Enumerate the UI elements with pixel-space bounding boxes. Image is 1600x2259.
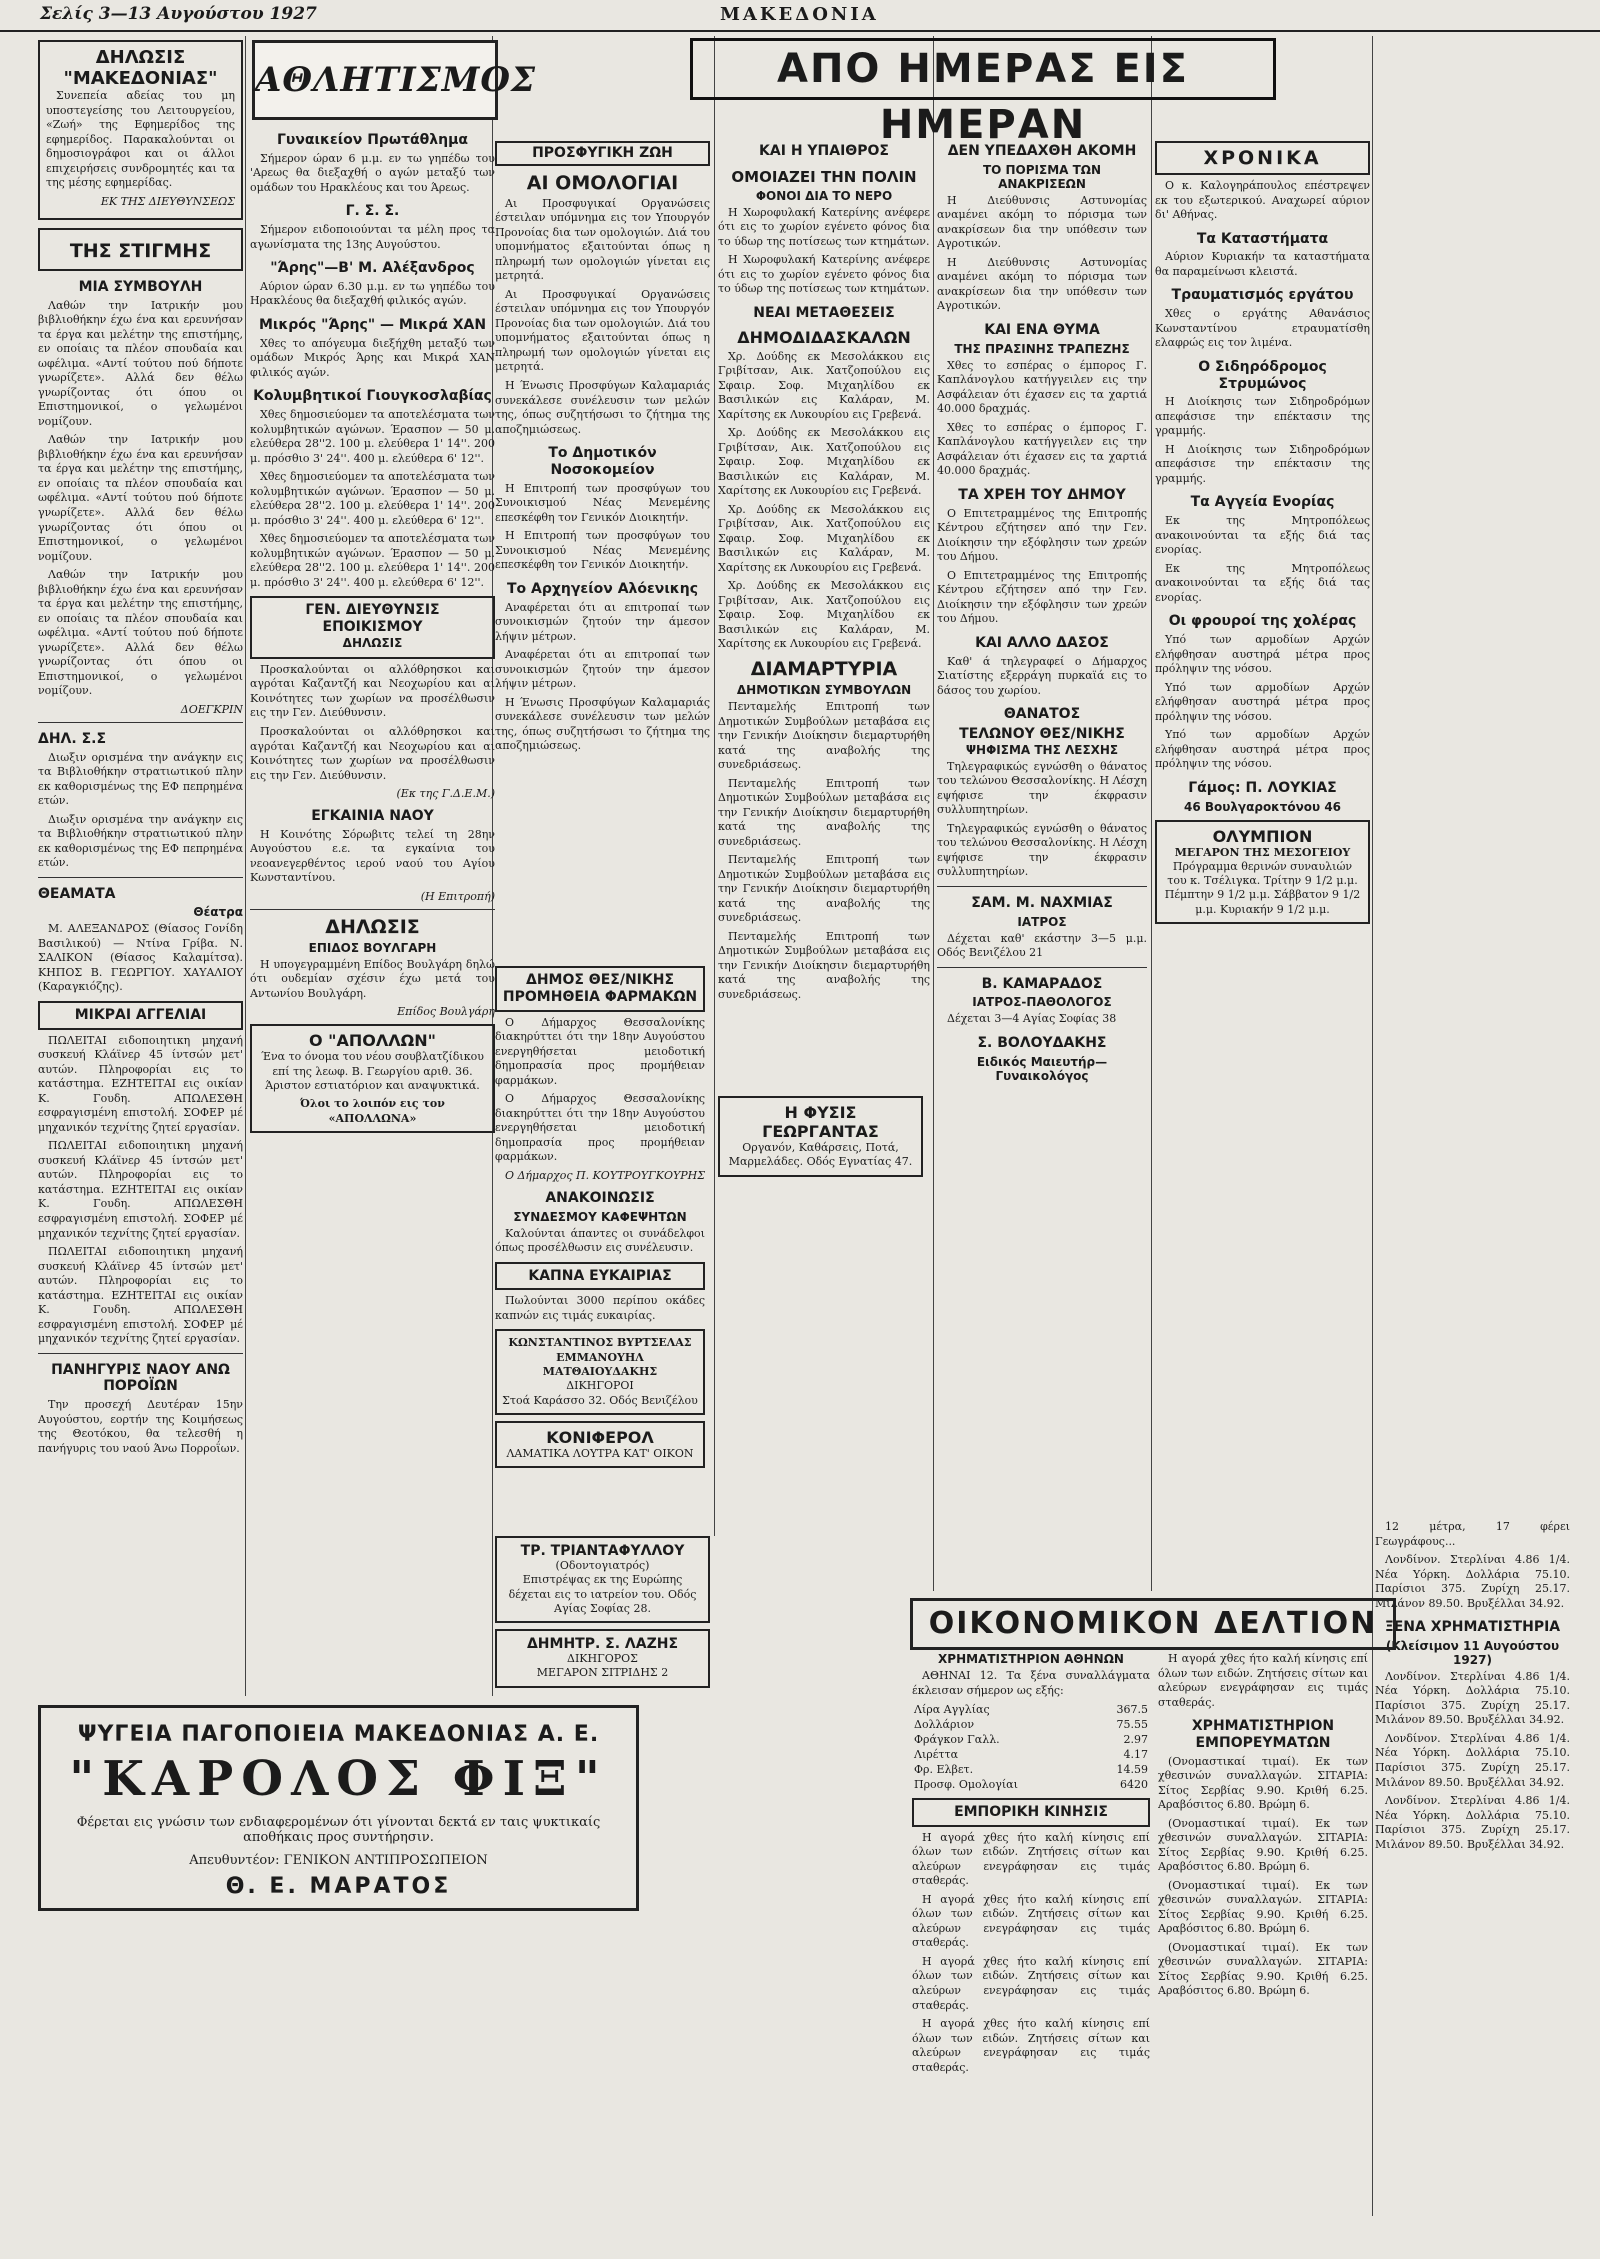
porisma-title: ΔΕΝ ΥΠΕΔΑΧΘΗ ΑΚΟΜΗ: [947, 143, 1137, 159]
xena-title: ΞΕΝΑ ΧΡΗΜΑΤΙΣΤΗΡΙΑ: [1384, 1619, 1561, 1636]
dasos-text: Καθ' ά τηλεγραφεί ο Δήμαρχος Σιατίστης εξερράγη πυρκαϊά εις το δάσος του χωρίου.: [937, 654, 1147, 697]
emporiki-text: Η αγορά χθες ήτο καλή κίνησις επί όλων των ειδών. Ζητήσεις σίτων και αλεύρων ενεγράφησαν εις τιμάς σταθεράς.: [912, 1954, 1150, 2012]
apollon-ad: [250, 1024, 495, 1132]
archigeio-text: Η Ένωσις Προσφύγων Καλαμαριάς συνεκάλεσε συνέλευσιν των μελών της, όπως συζητήσωσι το ζήτημα της αποζημιώσεως.: [495, 695, 710, 753]
gen-signature: (Εκ της Γ.Δ.Ε.Μ.): [396, 787, 495, 801]
rate-row: [912, 1732, 1150, 1747]
farm-title: ΔΗΜΟΣ ΘΕΣ/ΝΙΚΗΣ: [525, 972, 675, 988]
middle-ads: [495, 960, 925, 1530]
metatheseis-title: ΝΕΑΙ ΜΕΤΑΘΕΣΕΙΣ: [753, 304, 895, 321]
middle-left: [495, 960, 705, 1474]
diamartyria-text: Πενταμελής Επιτροπή των Δημοτικών Συμβούλων μεταβάσα εις την Γενικήν Διοίκησιν διεμαρτυρήθη κατά της αναβολής της συνεδριάσεως.: [718, 700, 930, 772]
emporiki-title: ΕΜΠΟΡΙΚΗ ΚΙΝΗΣΙΣ: [954, 1804, 1108, 1821]
middle-right: [718, 1090, 923, 1183]
triantafyllou-text: Επιστρέψας εκ της Ευρώπης δέχεται εις το ιατρείον του. Οδός Αγίας Σοφίας 28.: [508, 1573, 697, 1615]
farm-text: Ο Δήμαρχος Θεσσαλονίκης διακηρύττει ότι την 18ην Αυγούστου ενεργηθήσεται μειοδοτική δημοπρασία προς προμήθειαν φαρμάκων.: [495, 1015, 705, 1087]
metatheseis-text: Χρ. Δούδης εκ Μεσολάκκου εις Γριβίτσαν, Αικ. Χατζοπούλου εις Σφαιρ. Σοφ. Μιχαηλίδου εκ Βασιλικών εις Καλάραν, Μ. Χαρίτσης εκ Λυκουρίου εις Γρεβενά.: [718, 579, 930, 651]
stigmi-text: Λαθών την Ιατρικήν μου βιβλιοθήκην έχω ένα και ερευνήσαν τα έργα και μελέτην της επιστήμης, εν οποίαις τα πλέον σπουδαία και ωφέλιμα. «Αντί τούτου πού δήποτε γνωρίζετε». Αλλά δεν θέλω γνωρίζοντας ότι όπου οι Επιστημονικοί, ο γελωμένοι νομίζουν.: [38, 298, 243, 428]
voloudakis-subtitle: Ειδικός Μαιευτήρ—Γυναικολόγος: [976, 1054, 1108, 1083]
omologiai-text: Αι Προσφυγικαί Οργανώσεις έστειλαν υπόμνημα εις τον Υπουργόν Προνοίας δια των ομολογιών. Διά του υπομνήματος εξαιτούνται όπως η πληρωμή των ομολογιών γίνεται εις μετρητά.: [495, 287, 710, 374]
divider: [937, 967, 1147, 968]
metatheseis-text: Χρ. Δούδης εκ Μεσολάκκου εις Γριβίτσαν, Αικ. Χατζοπούλου εις Σφαιρ. Σοφ. Μιχαηλίδου εκ Βασιλικών εις Καλάραν, Μ. Χαρίτσης εκ Λυκουρίου εις Γρεβενά.: [718, 502, 930, 574]
thyma-subtitle: ΤΗΣ ΠΡΑΣΙΝΗΣ ΤΡΑΠΕΖΗΣ: [954, 341, 1130, 356]
chronika-item: Τα Αγγεία Ενορίας: [1190, 494, 1335, 511]
rate-value: 14.59: [1116, 1763, 1148, 1777]
lazis-text: ΜΕΓΑΡΟΝ ΣΙΤΡΙΔΗΣ 2: [536, 1666, 669, 1680]
apollon-text: Ένα το όνομα του νέου σουβλατζίδικου επί της λεωφ. Β. Γεωργίου αριθ. 36. Άριστον εστιατόριον και αναψυκτικά.: [261, 1050, 484, 1093]
archigeio-title: Το Αρχηγείον Αλόενικης: [506, 580, 699, 597]
stigmi-title: ΤΗΣ ΣΤΙΓΜΗΣ: [69, 239, 212, 262]
icefactory-ad: [38, 1705, 639, 1911]
nachmias-title: ΣΑΜ. Μ. ΝΑΧΜΙΑΣ: [971, 894, 1113, 911]
diamartyria-subtitle: ΔΗΜΟΤΙΚΩΝ ΣΥΜΒΟΥΛΩΝ: [736, 683, 912, 697]
rate-value: 367.5: [1116, 1703, 1148, 1717]
lawyer-text: Στοά Καράσσο 32. Οδός Βενιζέλου: [502, 1393, 698, 1407]
theamata-text: Μ. ΑΛΕΞΑΝΔΡΟΣ (Θίασος Γονίδη Βασιλικού) — Ντίνα Γρίβα. Ν. ΣΑΛΙΚΟΝ (Θίασος Καλαμίτσα). ΚΗΠΟΣ Β. ΓΕΩΡΓΙΟΥ. ΧΑΥΑΛΙΟΥ (Καραγκιόζης).: [38, 922, 243, 994]
ypaithros-text: Η Χωροφυλακή Κατερίνης ανέφερε ότι εις το χωρίον εγένετο φόνος δια το ύδωρ της ποτίσεως των κτημάτων.: [718, 205, 930, 248]
omologiai-title: ΑΙ ΟΜΟΛΟΓΙΑΙ: [526, 171, 679, 194]
kapna-text: Πωλούνται 3000 περίπου οκάδες καπνών εις τιμάς ευκαιρίας.: [495, 1294, 705, 1322]
lazis-title: ΔΗΜΗΤΡ. Σ. ΛΑΖΗΣ: [526, 1636, 679, 1653]
icefactory-text: Φέρεται εις γνώσιν των ενδιαφερομένων ότι γίνονται δεκτά εν ταις ψυκτικαίς αποθήκαις προς συντήρησιν.: [76, 1815, 601, 1845]
sport2-text: Σήμερον ειδοποιούνται τα μέλη προς τα αγωνίσματα της 13ης Αυγούστου.: [250, 223, 495, 251]
ypaithros-kicker: ΦΟΝΟΙ ΔΙΑ ΤΟ ΝΕΡΟ: [755, 188, 893, 203]
dil-text: Η υπογεγραμμένη Επίδος Βουλγάρη δηλώ ότι ουδεμίαν σχέσιν έχω μετά του Αντωνίου Βουλγάρη.: [250, 957, 495, 1000]
gen-title: ΓΕΝ. ΔΙΕΥΘΥΝΣΙΣ ΕΠΟΙΚΙΣΜΟΥ: [305, 602, 440, 636]
chronika-text: Χθες ο εργάτης Αθανάσιος Κωνσταντίνου ετραυματίσθη ελαφρώς εις τον λιμένα.: [1155, 307, 1370, 350]
ypaithros-subtitle: ΟΜΟΙΑΖΕΙ ΤΗΝ ΠΟΛΙΝ: [731, 167, 917, 186]
thanatos-subtitle: ΤΕΛΩΝΟΥ ΘΕΣ/ΝΙΚΗΣ: [959, 725, 1125, 742]
diamartyria-title: ΔΙΑΜΑΡΤΥΡΙΑ: [750, 658, 898, 680]
chronika-text: Η Διοίκησις των Σιδηροδρόμων απεφάσισε την επέκτασιν της γραμμής.: [1155, 442, 1370, 485]
sport5-text: Χθες δημοσιεύομεν τα αποτελέσματα των κολυμβητικών αγώνων. Έρασπον — 50 μ. ελεύθερα 28''2. 100 μ. ελεύθερα 1' 14''. 200 μ. πρόσθιο 3' 24''. 400 μ. ελεύθερα 6' 12''.: [250, 408, 495, 465]
econ-banner: [910, 1598, 1396, 1650]
diamartyria-text: Πενταμελής Επιτροπή των Δημοτικών Συμβούλων μεταβάσα εις την Γενικήν Διοίκησιν διεμαρτυρήθη κατά της αναβολής της συνεδριάσεως.: [718, 853, 930, 925]
koniferol-title: ΚΟΝΙΦΕΡΟΛ: [546, 1427, 654, 1447]
chronika-text: Εκ της Μητροπόλεως ανακοινούνται τα εξής διά τας ενορίας.: [1155, 561, 1370, 604]
column-3: [495, 135, 710, 955]
rate-row: [912, 1747, 1150, 1762]
diamartyria-text: Πενταμελής Επιτροπή των Δημοτικών Συμβούλων μεταβάσα εις την Γενικήν Διοίκησιν διεμαρτυρήθη κατά της αναβολής της συνεδριάσεως.: [718, 929, 930, 1001]
econ-column-2: [1158, 1652, 1368, 2252]
archigeio-text: Αναφέρεται ότι αι επιτροπαί των συνοικισμών ζητούν την άμεσον λήψιν μέτρων.: [495, 648, 710, 691]
lazis-subtitle: ΔΙΚΗΓΟΡΟΣ: [567, 1652, 638, 1666]
panigyris-text: Την προσεχή Δευτέραν 15ην Αυγούστου, εορτήν της Κοιμήσεως της Θεοτόκου, θα τελεσθή η πανήγυρις του ναού Άνω Πορροΐων.: [38, 1398, 243, 1455]
sport1-text: Σήμερον ώραν 6 μ.μ. εν τω γηπέδω του 'Αρεως θα διεξαχθή ο αγών μεταξύ των ομάδων του Ηρακλέους και του Άρεως.: [250, 151, 495, 194]
xena-text: Λονδίνον. Στερλίναι 4.86 1/4. Νέα Υόρκη. Δολλάρια 75.10. Παρίσιοι 375. Ζυρίχη 25.17. Μιλάνον 89.50. Βρυξέλλαι 34.92.: [1375, 1794, 1570, 1851]
emporiki-header: [912, 1798, 1150, 1827]
sport4-title: Μικρός "Άρης" — Μικρά ΧΑΝ: [258, 317, 487, 333]
rate-name: Φράγκον Γαλλ.: [914, 1733, 1000, 1747]
stigmi-text: Λαθών την Ιατρικήν μου βιβλιοθήκην έχω ένα και ερευνήσαν τα έργα και μελέτην της επιστήμης, εν οποίαις τα πλέον σπουδαία και ωφέλιμα. «Αντί τούτου πού δήποτε γνωρίζετε». Αλλά δεν θέλω γνωρίζοντας ότι όπου οι Επιστημονικοί, ο γελωμένοι νομίζουν.: [38, 433, 243, 563]
dasos-title: ΚΑΙ ΑΛΛΟ ΔΑΣΟΣ: [975, 634, 1109, 651]
main-banner-title: ΑΠΟ ΗΜΕΡΑΣ ΕΙΣ ΗΜΕΡΑΝ: [776, 46, 1190, 148]
farm-signature: Ο Δήμαρχος Π. ΚΟΥΤΡΟΥΓΚΟΥΡΗΣ: [504, 1168, 705, 1182]
farm-header: [495, 966, 705, 1012]
column-5: [937, 135, 1147, 1590]
notice-text: Συνεπεία αδείας του μη υποστεγείσης του Λειτουργείου, «Ζωή» της Εφημερίδος της εφημερίδος. Παρακαλούνται οι δημοσιογράφοι και οι άλλοι επιχειρήσεις συνδρομητές και τα της μέσης εφημερίδας.: [46, 89, 235, 190]
chronika-text: Αύριον Κυριακήν τα καταστήματα θα παραμείνωσι κλειστά.: [1155, 250, 1370, 278]
mikrai-title: ΜΙΚΡΑΙ ΑΓΓΕΛΙΑΙ: [74, 1007, 207, 1023]
notice-title: ΔΗΛΩΣΙΣ "ΜΑΚΕΔΟΝΙΑΣ": [63, 47, 218, 89]
egkainia-signature: (Η Επιτροπή): [420, 889, 495, 903]
archigeio-text: Αναφέρεται ότι αι επιτροπαί των συνοικισμών ζητούν την άμεσον λήψιν μέτρων.: [495, 600, 710, 643]
notice-box: [38, 40, 243, 220]
emporeumata-text: (Ονομαστικαί τιμαί). Εκ των χθεσινών συναλλαγών. ΣΙΤΑΡΙΑ: Σίτος Σερβίας 9.90. Κριθή 6.25. Αραβόσιτος 6.80. Βρώμη 6.: [1158, 1816, 1368, 1874]
emporeumata-text: (Ονομαστικαί τιμαί). Εκ των χθεσινών συναλλαγών. ΣΙΤΑΡΙΑ: Σίτος Σερβίας 9.90. Κριθή 6.25. Αραβόσιτος 6.80. Βρώμη 6.: [1158, 1940, 1368, 1998]
porisma-subtitle: ΤΟ ΠΟΡΙΣΜΑ ΤΩΝ ΑΝΑΚΡΙΣΕΩΝ: [982, 162, 1102, 191]
icefactory-contact: Απευθυντέον: ΓΕΝΙΚΟΝ ΑΝΤΙΠΡΟΣΩΠΕΙΟΝ: [189, 1853, 488, 1868]
omologiai-text: Η Ένωσις Προσφύγων Καλαμαριάς συνεκάλεσε συνέλευσιν των μελών της, όπως συζητήσωσι το ζήτημα της αποζημιώσεως.: [495, 378, 710, 436]
sport3-text: Αύριον ώραν 6.30 μ.μ. εν τω γηπέδω του Ηρακλέους θα διεξαχθή φιλικός αγών.: [250, 279, 495, 308]
rate-value: 4.17: [1123, 1748, 1148, 1762]
sport4-text: Χθες το απόγευμα διεξήχθη μεταξύ των ομάδων Μικρός Άρης και Μικρά ΧΑΝ φιλικός αγών.: [250, 336, 495, 379]
emporiki-text: Η αγορά χθες ήτο καλή κίνησις επί όλων των ειδών. Ζητήσεις σίτων και αλεύρων ενεγράφησαν εις τιμάς σταθεράς.: [912, 1830, 1150, 1888]
chronika-text: Υπό των αρμοδίων Αρχών ελήφθησαν αυστηρά μέτρα προς πρόληψιν της νόσου.: [1155, 728, 1370, 771]
chrei-text: Ο Επιτετραμμένος της Επιτροπής Κέντρου εζήτησεν από την Γεν. Διοίκησιν την εξόφλησιν των χρεών του Δήμου.: [937, 568, 1147, 626]
column-1: [38, 36, 243, 1696]
ypaithros-text: Η Χωροφυλακή Κατερίνης ανέφερε ότι εις το χωρίον εγένετο φόνος δια το ύδωρ της ποτίσεως των κτημάτων.: [718, 253, 930, 296]
kaf-subtitle: ΣΥΝΔΕΣΜΟΥ ΚΑΦΕΨΗΤΩΝ: [513, 1209, 687, 1224]
metatheseis-text: Χρ. Δούδης εκ Μεσολάκκου εις Γριβίτσαν, Αικ. Χατζοπούλου εις Σφαιρ. Σοφ. Μιχαηλίδου εκ Βασιλικών εις Καλάραν, Μ. Χαρίτσης εκ Λυκουρίου εις Γρεβενά.: [718, 426, 930, 498]
koniferol-subtitle: ΛΑΜΑΤΙΚΑ ΛΟΥΤΡΑ ΚΑΤ' ΟΙΚΟΝ: [506, 1446, 694, 1460]
divider: [38, 722, 243, 723]
xena-text: Λονδίνον. Στερλίναι 4.86 1/4. Νέα Υόρκη. Δολλάρια 75.10. Παρίσιοι 375. Ζυρίχη 25.17. Μιλάνον 89.50. Βρυξέλλαι 34.92.: [1375, 1669, 1570, 1727]
stigmi-subtitle: ΜΙΑ ΣΥΜΒΟΥΛΗ: [78, 278, 203, 295]
dias-text: Διωξιν ορισμένα την ανάγκην εις τα Βιβλιοθήκην στρατιωτικού πλην εκ καθορισμένως της ΕΦ πεπρημένα ετών.: [38, 812, 243, 870]
sport2-title: Γ. Σ. Σ.: [345, 203, 400, 220]
nachmias-subtitle: ΙΑΤΡΟΣ: [1017, 914, 1067, 929]
panigyris-title: ΠΑΝΗΓΥΡΙΣ ΝΑΟΥ ΑΝΩ ΠΟΡΟΪΩΝ: [51, 1361, 230, 1395]
kaf-text: Καλούνται άπαντες οι συνάδελφοι όπως προσέλθωσιν εις συνέλευσιν.: [495, 1226, 705, 1255]
fysis-subtitle: ΓΕΩΡΓΑΝΤΑΣ: [762, 1122, 879, 1141]
column-rule: [1151, 36, 1152, 1591]
farm-text: Ο Δήμαρχος Θεσσαλονίκης διακηρύττει ότι την 18ην Αυγούστου ενεργηθήσεται μειοδοτική δημοπρασία προς προμήθειαν φαρμάκων.: [495, 1092, 705, 1164]
lawyer-title: ΚΩΝΣΤΑΝΤΙΝΟΣ ΒΥΡΤΣΕΛΑΣ ΕΜΜΑΝΟΥΗΛ ΜΑΤΘΑΙΟΥΔΑΚΗΣ: [508, 1336, 692, 1378]
chronika-text: Ο κ. Καλογηράπουλος επέστρεψεν εκ του εξωτερικού. Αναχωρεί αύριον δι' Αθήνας.: [1155, 179, 1370, 222]
rate-value: 75.55: [1116, 1718, 1148, 1732]
rate-value: 2.97: [1123, 1733, 1148, 1747]
chronika-item: Οι φρουροί της χολέρας: [1168, 613, 1357, 630]
egkainia-text: Η Κοινότης Σόρωβιτς τελεί τη 28ην Αυγούστου ε.ε. τα εγκαίνια του νεοανεγερθέντος ιερού ναού του Αγίου Κωνσταντίνου.: [250, 827, 495, 885]
econ-column-1: [912, 1652, 1150, 2252]
thyma-title: ΚΑΙ ΕΝΑ ΘΥΜΑ: [984, 321, 1100, 338]
mikrai-text: ΠΩΛΕΙΤΑΙ ειδοποιητικη μηχανή συσκευή Κλάϊνερ 45 ίντσών μετ' αυτών. Πληροφορίαι εις το κατάστημα. ΕΖΗΤΕΙΤΑΙ εις οικίαν Κ. Γουδη. ΑΠΩΛΕΣΘΗ εσφραγισμένη επιστολή. ΣΟΦΕΡ μέ μηχανικόν τεχνίτης ζητεί εργασίαν.: [38, 1245, 243, 1346]
sport-banner: [252, 40, 537, 120]
icefactory-title: ΨΥΓΕΙΑ ΠΑΓΟΠΟΙΕΙΑ ΜΑΚΕΔΟΝΙΑΣ Α. Ε.: [77, 1722, 600, 1747]
chrei-title: ΤΑ ΧΡΕΗ ΤΟΥ ΔΗΜΟΥ: [958, 486, 1126, 503]
prosfygiki-title: ΠΡΟΣΦΥΓΙΚΗ ΖΩΗ: [532, 145, 673, 161]
xena-subtitle: (Κλείσιμον 11 Αυγούστου 1927): [1385, 1638, 1560, 1667]
kapna-title: ΚΑΠΝΑ ΕΥΚΑΙΡΙΑΣ: [528, 1267, 672, 1284]
c7-text: 12 μέτρα, 17 φέρει Γεωγράφους...: [1375, 1520, 1570, 1548]
omologiai-text: Αι Προσφυγικαί Οργανώσεις έστειλαν υπόμνημα εις τον Υπουργόν Προνοίας δια των ομολογιών. Διά του υπομνήματος εξαιτούνται όπως η πληρωμή των ομολογιών γίνεται εις μετρητά.: [495, 196, 710, 283]
emporiki-text: Η αγορά χθες ήτο καλή κίνησις επί όλων των ειδών. Ζητήσεις σίτων και αλεύρων ενεγράφησαν εις τιμάς σταθεράς.: [912, 1892, 1150, 1950]
kapna-header: [495, 1262, 705, 1291]
thanatos-title: ΘΑΝΑΤΟΣ: [1003, 706, 1081, 723]
divider: [937, 886, 1147, 887]
xena-text: Λονδίνον. Στερλίναι 4.86 1/4. Νέα Υόρκη. Δολλάρια 75.10. Παρίσιοι 375. Ζυρίχη 25.17. Μιλάνον 89.50. Βρυξέλλαι 34.92.: [1375, 1731, 1570, 1789]
athens-exchange-text: ΑΘΗΝΑΙ 12. Τα ξένα συναλλάγματα έκλεισαν σήμερον ως εξής:: [912, 1669, 1150, 1697]
nachmias-text: Δέχεται καθ' εκάστην 3—5 μ.μ. Οδός Βενιζέλου 21: [937, 931, 1147, 960]
stigmi-signature: ΔΟΕΓΚΡΙΝ: [180, 702, 243, 716]
notice-signature: ΕΚ ΤΗΣ ΔΙΕΥΘΥΝΣΕΩΣ: [100, 194, 235, 208]
thyma-text: Χθες το εσπέρας ο έμπορος Γ. Καπλάνογλου κατήγγειλεν εις την Ασφάλειαν ότι έχασεν εις τα χαρτιά 40.000 δραχμάς.: [937, 420, 1147, 478]
triantafyllou-ad: [495, 1536, 710, 1623]
emporiki-text: Η αγορά χθες ήτο καλή κίνησις επί όλων των ειδών. Ζητήσεις σίτων και αλεύρων ενεγράφησαν εις τιμάς σταθεράς.: [1158, 1652, 1368, 1709]
prosfygiki-header: [495, 141, 710, 166]
stigmi-header: [38, 228, 243, 271]
gen-text: Προσκαλούνται οι αλλόθρησκοι και αγρόται Καζαντζή και Νεοχωρίου και αι Κοινότητες των χωρίων να προσέλθωσιν εις την Γεν. Διεύθυνσιν.: [250, 662, 495, 720]
thyma-text: Χθες το εσπέρας ο έμπορος Γ. Καπλάνογλου κατήγγειλεν εις την Ασφάλειαν ότι έχασεν εις τα χαρτιά 40.000 δραχμάς.: [937, 358, 1147, 416]
lazis-ad: [495, 1629, 710, 1688]
loukias-title: Γάμος: Π. ΛΟΥΚΙΑΣ: [1188, 779, 1337, 796]
fysis-title: Η ΦΥΣΙΣ: [784, 1103, 857, 1122]
fysis-text: Οργανόν, Καθάρσεις, Ποτά, Μαρμελάδες. Οδός Εγνατίας 47.: [728, 1141, 913, 1169]
icefactory-brand: "ΚΑΡΟΛΟΣ ΦΙΞ": [69, 1751, 608, 1807]
sport1-title: Γυναικείον Πρωτάθλημα: [276, 132, 469, 148]
column-rule: [933, 36, 934, 1591]
olympion-ad: [1155, 820, 1370, 924]
chronika-item: Ο Σιδηρόδρομος Στρυμώνος: [1198, 358, 1327, 392]
dil-signature: Επίδος Βουλγάρη: [397, 1005, 495, 1019]
chronika-text: Υπό των αρμοδίων Αρχών ελήφθησαν αυστηρά μέτρα προς πρόληψιν της νόσου.: [1155, 633, 1370, 676]
rate-name: Προσφ. Ομολογίαι: [914, 1778, 1018, 1792]
nosokomeio-title: Το Δημοτικόν Νοσοκομείον: [548, 445, 657, 478]
dias-title: ΔΗΛ. Σ.Σ: [38, 730, 107, 747]
chronika-item: Τα Καταστήματα: [1196, 230, 1329, 247]
rate-row: [912, 1717, 1150, 1732]
chronika-item: Τραυματισμός εργάτου: [1171, 287, 1354, 304]
column-6: [1155, 135, 1370, 1590]
metatheseis-subtitle: ΔΗΜΟΔΙΔΑΣΚΑΛΩΝ: [737, 327, 911, 347]
gen-header: [250, 596, 495, 659]
column-7: [1375, 1520, 1570, 2250]
porisma-text: Η Διεύθυνσις Αστυνομίας αναμένει ακόμη το πόρισμα των ανακρίσεων δια την υπόθεσιν των Αγροτικών.: [937, 255, 1147, 313]
theamata-title: ΘΕΑΜΑΤΑ: [38, 885, 116, 902]
athens-exchange-title: ΧΡΗΜΑΤΙΣΤΗΡΙΟΝ ΑΘΗΝΩΝ: [938, 1652, 1124, 1666]
rate-row: [912, 1777, 1150, 1792]
fysis-ad: [718, 1096, 923, 1177]
rate-name: Λιρέττα: [914, 1748, 959, 1762]
farm-subtitle: ΠΡΟΜΗΘΕΙΑ ΦΑΡΜΑΚΩΝ: [502, 988, 698, 1005]
econ-banner-title: ΟΙΚΟΝΟΜΙΚΟΝ ΔΕΛΤΙΟΝ: [928, 1606, 1378, 1641]
thanatos-text: Τηλεγραφικώς εγνώσθη ο θάνατος του τελώνου Θεσσαλονίκης. Η Λέσχη εψήφισε την έκφρασιν συλλυπητηρίων.: [937, 759, 1147, 817]
sport-banner-title: ΑΘΛΗΤΙΣΜΟΣ: [255, 60, 537, 100]
dil-subtitle: ΕΠΙΔΟΣ ΒΟΥΛΓΑΡΗ: [308, 940, 437, 955]
voloudakis-title: Σ. ΒΟΛΟΥΔΑΚΗΣ: [977, 1034, 1107, 1051]
sport5-title: Κολυμβητικοί Γιουγκοσλαβίας: [253, 388, 492, 405]
triantafyllou-title: ΤΡ. ΤΡΙΑΝΤΑΦΥΛΛΟΥ: [520, 1543, 685, 1559]
column-rule: [1372, 36, 1373, 2216]
divider: [38, 877, 243, 878]
apollon-signature: Όλοι το λοιπόν εις τον «ΑΠΟΛΛΩΝΑ»: [300, 1097, 445, 1125]
emporiki-text: Η αγορά χθες ήτο καλή κίνησις επί όλων των ειδών. Ζητήσεις σίτων και αλεύρων ενεγράφησαν εις τιμάς σταθεράς.: [912, 2017, 1150, 2074]
divider: [250, 909, 495, 910]
thanatos-text: Τηλεγραφικώς εγνώσθη ο θάνατος του τελώνου Θεσσαλονίκης. Η Λέσχη εψήφισε την έκφρασιν συλλυπητηρίων.: [937, 821, 1147, 879]
emporeumata-text: (Ονομαστικαί τιμαί). Εκ των χθεσινών συναλλαγών. ΣΙΤΑΡΙΑ: Σίτος Σερβίας 9.90. Κριθή 6.25. Αραβόσιτος 6.80. Βρώμη 6.: [1158, 1878, 1368, 1936]
loukias-subtitle: 46 Βουλγαροκτόνου 46: [1183, 799, 1342, 814]
page-date: Σελίς 3—13 Αυγούστου 1927: [40, 4, 317, 24]
sport5-text: Χθες δημοσιεύομεν τα αποτελέσματα των κολυμβητικών αγώνων. Έρασπον — 50 μ. ελεύθερα 28''2. 100 μ. ελεύθερα 1' 14''. 200 μ. πρόσθιο 3' 24''. 400 μ. ελεύθερα 6' 12''.: [250, 532, 495, 589]
metatheseis-text: Χρ. Δούδης εκ Μεσολάκκου εις Γριβίτσαν, Αικ. Χατζοπούλου εις Σφαιρ. Σοφ. Μιχαηλίδου εκ Βασιλικών εις Καλάραν, Μ. Χαρίτσης εκ Λυκουρίου εις Γρεβενά.: [718, 349, 930, 421]
rate-row: [912, 1762, 1150, 1777]
newspaper-title: ΜΑΚΕΔΟΝΙΑ: [720, 4, 879, 25]
chronika-text: Εκ της Μητροπόλεως ανακοινούνται τα εξής διά τας ενορίας.: [1155, 514, 1370, 557]
chronika-header: [1155, 141, 1370, 175]
egkainia-title: ΕΓΚΑΙΝΙΑ ΝΑΟΥ: [311, 808, 434, 825]
dil-title: ΔΗΛΩΣΙΣ: [325, 915, 420, 938]
gen-subtitle: ΔΗΛΩΣΙΣ: [342, 635, 403, 650]
mikrai-text: ΠΩΛΕΙΤΑΙ ειδοποιητικη μηχανή συσκευή Κλάϊνερ 45 ίντσών μετ' αυτών. Πληροφορίαι εις το κατάστημα. ΕΖΗΤΕΙΤΑΙ εις οικίαν Κ. Γουδη. ΑΠΩΛΕΣΘΗ εσφραγισμένη επιστολή. ΣΟΦΕΡ μέ μηχανικόν τεχνίτης ζητεί εργασίαν.: [38, 1033, 243, 1134]
apollon-title: Ο "ΑΠΟΛΛΩΝ": [309, 1031, 436, 1051]
kaf-title: ΑΝΑΚΟΙΝΩΣΙΣ: [545, 1189, 655, 1206]
nosokomeio-text: Η Επιτροπή των προσφύγων του Συνοικισμού Νέας Μενεμένης επεσκέφθη τον Γενικόν Διοικητήν.: [495, 481, 710, 524]
chronika-title: ΧΡΟΝΙΚΑ: [1203, 147, 1322, 169]
sport5-text: Χθες δημοσιεύομεν τα αποτελέσματα των κολυμβητικών αγώνων. Έρασπον — 50 μ. ελεύθερα 28''2. 100 μ. ελεύθερα 1' 14''. 200 μ. πρόσθιο 3' 24''. 400 μ. ελεύθερα 6' 12''.: [250, 470, 495, 527]
olympion-text: Πρόγραμμα θερινών συναυλιών του κ. Τσέλιγκα. Τρίτην 9 1/2 μ.μ. Πέμπτην 9 1/2 μ.μ. Σάββατον 9 1/2 μ.μ. Κυριακήν 9 1/2 μ.μ.: [1164, 859, 1361, 916]
column-2: [250, 124, 495, 1694]
dias-text: Διωξιν ορισμένα την ανάγκην εις τα Βιβλιοθήκην στρατιωτικού πλην εκ καθορισμένως της ΕΦ πεπρημένα ετών.: [38, 750, 243, 808]
chronika-text: Η Διοίκησις των Σιδηροδρόμων απεφάσισε την επέκτασιν της γραμμής.: [1155, 395, 1370, 438]
olympion-title: ΟΛΥΜΠΙΟΝ: [1212, 826, 1313, 846]
theamata-subtitle: Θέατρα: [193, 905, 243, 920]
emporeumata-title: ΧΡΗΜΑΤΙΣΤΗΡΙΟΝ ΕΜΠΟΡΕΥΜΑΤΩΝ: [1191, 1718, 1335, 1751]
rate-name: Λίρα Αγγλίας: [914, 1703, 990, 1717]
mikrai-header: [38, 1001, 243, 1030]
lawyer-ad: [495, 1329, 705, 1414]
sport3-title: "Άρης"—Β' Μ. Αλέξανδρος: [270, 260, 475, 277]
masthead: [0, 0, 1600, 32]
rate-row: [912, 1702, 1150, 1717]
mikrai-text: ΠΩΛΕΙΤΑΙ ειδοποιητικη μηχανή συσκευή Κλάϊνερ 45 ίντσών μετ' αυτών. Πληροφορίαι εις το κατάστημα. ΕΖΗΤΕΙΤΑΙ εις οικίαν Κ. Γουδη. ΑΠΩΛΕΣΘΗ εσφραγισμένη επιστολή. ΣΟΦΕΡ μέ μηχανικόν τεχνίτης ζητεί εργασίαν.: [38, 1139, 243, 1240]
stigmi-text: Λαθών την Ιατρικήν μου βιβλιοθήκην έχω ένα και ερευνήσαν τα έργα και μελέτην της επιστήμης, εν οποίαις τα πλέον σπουδαία και ωφέλιμα. «Αντί τούτου πού δήποτε γνωρίζετε». Αλλά δεν θέλω γνωρίζοντας ότι όπου οι Επιστημονικοί, ο γελωμένοι νομίζουν.: [38, 568, 243, 698]
icefactory-agent: Θ. Ε. ΜΑΡΑΤΟΣ: [225, 1874, 452, 1899]
diamartyria-text: Πενταμελής Επιτροπή των Δημοτικών Συμβούλων μεταβάσα εις την Γενικήν Διοίκησιν διεμαρτυρήθη κατά της αναβολής της συνεδριάσεως.: [718, 776, 930, 848]
c7-text: Λονδίνον. Στερλίναι 4.86 1/4. Νέα Υόρκη. Δολλάρια 75.10. Παρίσιοι 375. Ζυρίχη 25.17. Μιλάνον 89.50. Βρυξέλλαι 34.92.: [1375, 1553, 1570, 1610]
koniferol-ad: [495, 1421, 705, 1468]
porisma-text: Η Διεύθυνσις Αστυνομίας αναμένει ακόμη το πόρισμα των ανακρίσεων δια την υπόθεσιν των Αγροτικών.: [937, 193, 1147, 251]
ypaithros-title: ΚΑΙ Η ΥΠΑΙΘΡΟΣ: [759, 143, 889, 159]
kamaradis-title: Β. ΚΑΜΑΡΑΔΟΣ: [981, 975, 1103, 992]
emporeumata-text: (Ονομαστικαί τιμαί). Εκ των χθεσινών συναλλαγών. ΣΙΤΑΡΙΑ: Σίτος Σερβίας 9.90. Κριθή 6.25. Αραβόσιτος 6.80. Βρώμη 6.: [1158, 1754, 1368, 1812]
rates-table: [912, 1702, 1150, 1792]
kamaradis-subtitle: ΙΑΤΡΟΣ-ΠΑΘΟΛΟΓΟΣ: [972, 995, 1112, 1010]
nosokomeio-text: Η Επιτροπή των προσφύγων του Συνοικισμού Νέας Μενεμένης επεσκέφθη τον Γενικόν Διοικητήν.: [495, 529, 710, 572]
column-rule: [245, 36, 246, 1696]
chrei-text: Ο Επιτετραμμένος της Επιτροπής Κέντρου εζήτησεν από την Γεν. Διοίκησιν την εξόφλησιν των χρεών του Δήμου.: [937, 506, 1147, 564]
olympion-subtitle: ΜΕΓΑΡΟΝ ΤΗΣ ΜΕΣΟΓΕΙΟΥ: [1174, 845, 1351, 859]
triantafyllou-subtitle: (Οδοντογιατρός): [555, 1559, 650, 1572]
kamaradis-text: Δέχεται 3—4 Αγίας Σοφίας 38: [947, 1012, 1117, 1026]
rate-value: 6420: [1120, 1778, 1148, 1792]
rate-name: Φρ. Ελβετ.: [914, 1763, 974, 1777]
thanatos-kicker: ΨΗΦΙΣΜΑ ΤΗΣ ΛΕΣΧΗΣ: [965, 742, 1119, 757]
main-banner: [690, 38, 1276, 148]
chronika-text: Υπό των αρμοδίων Αρχών ελήφθησαν αυστηρά μέτρα προς πρόληψιν της νόσου.: [1155, 680, 1370, 723]
lawyer-subtitle: ΔΙΚΗΓΟΡΟΙ: [566, 1379, 634, 1393]
divider: [38, 1353, 243, 1354]
gen-text: Προσκαλούνται οι αλλόθρησκοι και αγρόται Καζαντζή και Νεοχωρίου και αι Κοινότητες των χωρίων να προσέλθωσιν εις την Γεν. Διεύθυνσιν.: [250, 724, 495, 782]
rate-name: Δολλάριον: [914, 1718, 975, 1732]
